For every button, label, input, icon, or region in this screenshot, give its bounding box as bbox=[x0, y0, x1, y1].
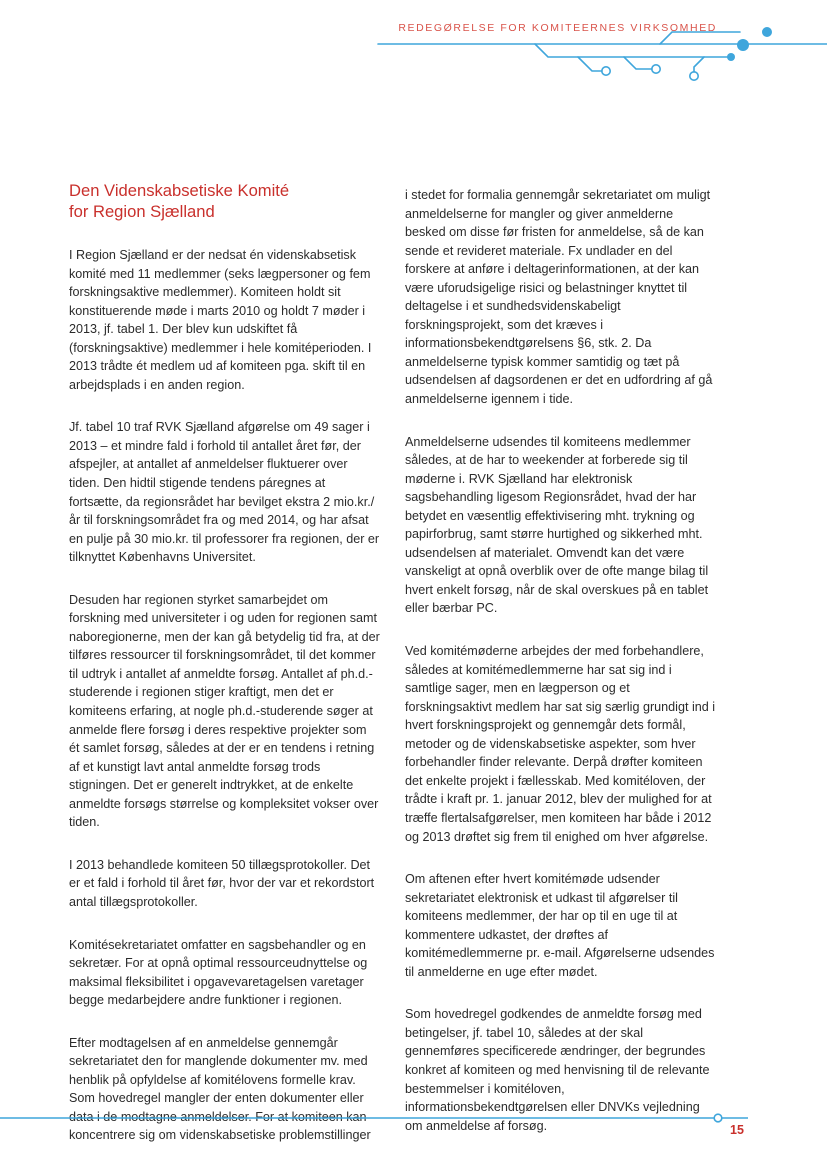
paragraph: Om aftenen efter hvert komitémøde udsender sekretariatet elektronisk et udkast til afgørelser til komiteens medlemmer, der har op til en uge til at kommentere udkastet, der drøftes af komitémedlemmerne pr. e-mail. Afgørelserne udsendes til anmelderne en uge efter mødet. bbox=[405, 872, 715, 979]
paragraph: Ved komitémøderne arbejdes der med forbehandlere, således at komitémedlemmerne har sat sig ind i samtlige sager, men en lægperson og et forskningsaktivt medlem har sat sig særlig grundigt ind i hvert forskningsprojekt og gennemgår dets formål, metoder og de videnskabsetiske aspekter, som hver forbehandler finder relevante. Derpå drøfter komiteen det enkelte projekt i fællesskab. Med komitéloven, der trådte i kraft pr. 1. januar 2012, blev der mulighed for at træffe flertalsafgørelser, men komiteen har både i 2012 og 2013 drøftet sig frem til enighed om hver afgørelse. bbox=[405, 644, 716, 844]
left-column bbox=[69, 180, 380, 1169]
section-heading bbox=[69, 180, 380, 222]
page-number: 15 bbox=[730, 1123, 744, 1137]
paragraph: Jf. tabel 10 traf RVK Sjælland afgørelse om 49 sager i 2013 – et mindre fald i forhold til antallet året før, der afspejler, at antallet af anmeldelser fluktuerer over tiden. Den hidtil stigende tendens páregnes at fortsætte, da regionsrådet har bevilget ekstra 2 mio.kr./år til forskningsområdet fra og med 2014, og har afsat en pulje på 30 mio.kr. til professorer fra regionen, der er tilknyttet Københavns Universitet. bbox=[69, 420, 380, 565]
paragraph: Desuden har regionen styrket samarbejdet om forskning med universiteter i og uden for regionen samt naboregionerne, men der kan gå betydelig tid fra, at der tilføres ressourcer til forskningsområdet, til det kommer til udtryk i antallet af anmeldte forsøg. Antallet af ph.d.-studerende i regionen stiger kraftigt, men det er komiteens erfaring, at nogle ph.d.-studerende søger at anmelde flere forsøg i deres respektive projekter som ét samlet forsøg, således at der er en tendens i retning af et kunstigt lavt antal anmeldte forsøg trods stigningen. Det er generelt indtrykket, at de enkelte anmeldte forsøgs størrelse og kompleksitet vokser over tiden. bbox=[69, 592, 380, 830]
circuit-decoration-icon bbox=[0, 0, 827, 90]
paragraph: i stedet for formalia gennemgår sekretariatet om muligt anmeldelserne for mangler og giver anmelderne besked om disse før fristen for anmeldelse, så de kan sende et revideret materiale. Fx undlader en del forskere at anføre i deltagerinformationen, at der kan være uforudsigelige risici og belastninger knyttet til deltagelse i et sundhedsvidenskabeligt forskningsprojekt, som det kræves i informationsbekendtgørelsens §6, stk. 2. Da anmeldelserne typisk kommer samtidig og tæt på udsendelsen af dagsordenen er det en udfordring af gå anmeldelserne igennem i tide. bbox=[405, 188, 713, 407]
paragraph: I 2013 behandlede komiteen 50 tillægsprotokoller. Det er et fald i forhold til året før, hvor der var et rekordstort antal tillægsprotokoller. bbox=[69, 857, 375, 909]
footer-line-decoration-icon bbox=[0, 1108, 827, 1148]
section-heading-line-1: Den Videnskabsetiske Komité bbox=[69, 181, 290, 200]
running-title: REDEGØRELSE FOR KOMITEERNES VIRKSOMHED bbox=[398, 22, 717, 34]
paragraph: Komitésekretariatet omfatter en sagsbehandler og en sekretær. For at opnå optimal ressourceudnyttelse og maksimal fleksibilitet i opgavevaretagelsen varetager begge medarbejdere andre funktioner i regionen. bbox=[69, 937, 368, 1008]
paragraph: Efter modtagelsen af en anmeldelse gennemgår sekretariatet den for manglende dokumenter mv. med henblik på opfyldelse af komitélovens formelle krav. Som hovedregel mangler der enten dokumenter eller data i de modtagne anmeldelser. For at komiteen kan koncentrere sig om videnskabsetiske problemstillinger bbox=[69, 1035, 371, 1143]
section-heading-line-2: for Region Sjælland bbox=[69, 202, 215, 221]
paragraph: I Region Sjælland er der nedsat én videnskabsetisk komité med 11 medlemmer (seks lægpersoner og fem forskningsaktive medlemmer). Komiteen holdt sit konstituerende møde i marts 2010 og holdt 7 møder i 2013, jf. tabel 1. Der blev kun udskiftet få (forskningsaktive) medlemmer i hele komitéperioden. I 2013 trådte ét medlem ud af komiteen pga. skift til en arbejdsplads i en anden region. bbox=[69, 248, 372, 392]
paragraph: Som hovedregel godkendes de anmeldte forsøg med betingelser, jf. tabel 10, således at der skal gennemføres specificerede ændringer, der begrundes konkret af komiteen og med henvisning til de relevante bestemmelser i komitéloven, informationsbekendtgørelsen eller DNVKs vejledning om anmeldelse af forsøg. bbox=[405, 1007, 710, 1133]
right-column bbox=[405, 186, 716, 1159]
paragraph: Anmeldelserne udsendes til komiteens medlemmer således, at de har to weekender at forberede sig til møderne i. RVK Sjælland har elektronisk sagsbehandling ligesom Regionsrådet, hvad der har betydet en væsentlig effektivisering mht. trykning og papirforbrug, samt større hurtighed og sikkerhed mht. udsendelsen af materialet. Omvendt kan det være vanskeligt at opnå overblik over de ofte mange bilag til hvert enkelt forsøg, når de skal overskues på en tablet eller bærbar PC. bbox=[405, 434, 709, 616]
